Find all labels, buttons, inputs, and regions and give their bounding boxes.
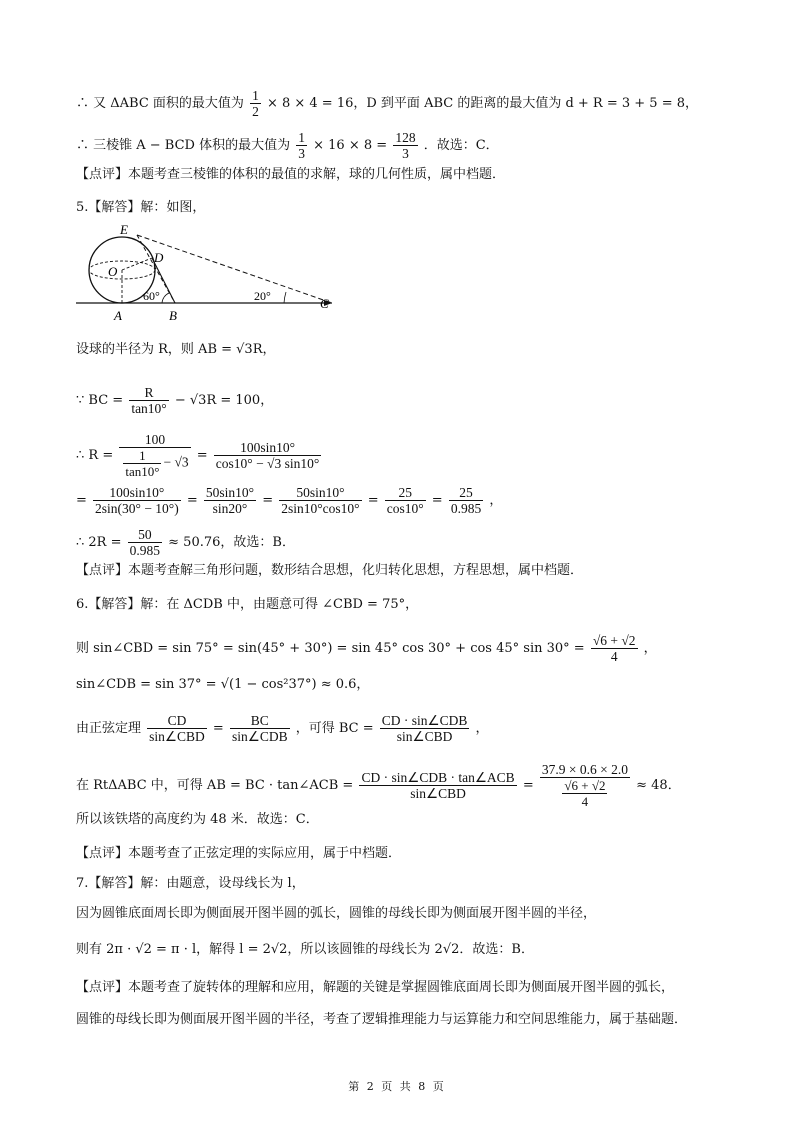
frac-num: √6 + √2: [564, 778, 606, 793]
text: ，可得 BC =: [295, 721, 374, 736]
answer-7-title: 7.【解答】解：由题意，设母线长为 l，: [76, 876, 305, 891]
answer-6-title: 6.【解答】解：在 ΔCDB 中，由题意可得 ∠CBD = 75°，: [76, 597, 419, 612]
label-E: E: [120, 222, 128, 237]
page-footer: 第 2 页 共 8 页: [348, 1080, 446, 1093]
label-O: O: [108, 264, 118, 279]
fraction-numeric: [540, 762, 630, 809]
text: − √3R = 100，: [174, 393, 274, 408]
frac-den: sin∠CBD: [396, 729, 453, 744]
frac-den: tan10°: [131, 401, 167, 416]
text: ．故选：C．: [423, 138, 499, 153]
frac-num: 25: [449, 485, 483, 501]
eq: =: [431, 493, 443, 508]
label-A: A: [114, 308, 122, 322]
line-area-max: [76, 88, 698, 119]
frac-num: 50: [128, 527, 162, 543]
fraction-50sin10-a: [204, 485, 256, 516]
text: ，: [475, 721, 489, 736]
frac-den: sin∠CBD: [149, 729, 205, 744]
frac-num: 100: [119, 432, 190, 448]
text: 由正弦定理: [76, 721, 142, 736]
frac-num: CD: [147, 713, 207, 729]
line-sinCBD: [76, 633, 657, 664]
frac-num: CD · sin∠CDB · tan∠ACB: [361, 770, 515, 785]
frac-num: 37.9 × 0.6 × 2.0: [541, 762, 628, 777]
fraction-big: [359, 770, 516, 801]
frac-den: sin20°: [212, 501, 248, 516]
answer-5-title: 5.【解答】解：如图，: [76, 200, 206, 215]
frac-den: sin∠CBD: [410, 786, 466, 801]
line-R-chain: = $\frac{100\sin 10^\circ}{2\sin(30^\circ - 10^\circ)}$ = $\frac{50\sin 10^\circ}{\sin 20^\circ}$ = $\frac{50\sin 10^\circ}{2\sin 10^\circ\cos 10^\circ}$ = $\frac{25}{\cos 10^\circ}$ = $\frac{25}{0.985}$ ，: [76, 485, 503, 516]
fraction-third: [296, 130, 307, 161]
angle-60-arc: [162, 293, 169, 303]
frac-den: cos10°: [386, 501, 424, 516]
label-C: C: [320, 296, 329, 311]
text: ∴ 三棱锥 A − BCD 体积的最大值为: [76, 138, 291, 153]
frac-den: 2sin(30° − 10°): [95, 501, 179, 516]
comment-6: 【点评】本题考查了正弦定理的实际应用，属于中档题．: [76, 846, 402, 861]
line-sine-law: [76, 713, 489, 744]
comment-5: 【点评】本题考查解三角形问题，数形结合思想，化归转化思想，方程思想，属中档题．: [76, 563, 584, 578]
sphere-diagram: [70, 222, 340, 322]
frac-num: 1: [252, 88, 259, 103]
text: =: [196, 448, 208, 463]
frac-num: 1: [123, 448, 161, 464]
text: =: [522, 778, 534, 793]
frac-den: 0.985: [450, 501, 482, 516]
frac-num: R: [129, 385, 168, 401]
fraction-sqrt6: [591, 633, 638, 664]
angle-20-arc: [284, 292, 286, 303]
conclusion-6: 所以该铁塔的高度约为 48 米．故选：C．: [76, 812, 319, 827]
frac-den: cos10° − √3 sin10°: [215, 456, 320, 471]
frac-den: 4: [581, 794, 589, 809]
fraction-25-cos: [385, 485, 426, 516]
comment-7a: 【点评】本题考查了旋转体的理解和应用，解题的关键是掌握圆锥底面周长即为侧面展开图半圆的弧长，: [76, 980, 675, 995]
frac-num: BC: [230, 713, 290, 729]
text: =: [212, 721, 224, 736]
fraction-25-985: [449, 485, 483, 516]
frac-den: 3: [402, 146, 409, 161]
line-AB: [76, 762, 681, 809]
fraction-CDsin: [380, 713, 470, 744]
frac-num: 128: [395, 130, 416, 145]
text: ∴ 又 ΔABC 面积的最大值为: [76, 96, 244, 111]
label-60: 60°: [143, 289, 160, 303]
text: ≈ 50.76，故选：B．: [168, 535, 295, 550]
frac-num: CD · sin∠CDB: [381, 713, 468, 728]
sqrt3-tail: − √3: [163, 454, 189, 470]
text: ∴ 2R =: [76, 535, 122, 550]
frac-den: [119, 448, 190, 479]
frac-num: 100sin10°: [93, 485, 181, 501]
text: 则 sin∠CBD = sin 75° = sin(45° + 30°) = sin 45° cos 30° + cos 45° sin 30° =: [76, 641, 585, 656]
frac-num: √6 + √2: [592, 633, 636, 648]
frac-num: 50sin10°: [279, 485, 361, 501]
text: =: [76, 493, 87, 508]
fraction-half: [250, 88, 261, 119]
fraction-50sin10-b: [279, 485, 361, 516]
fraction-100sin10-b: [93, 485, 181, 516]
text: × 8 × 4 = 16，D 到平面 ABC 的距离的最大值为 d + R = 3 + 5 = 8，: [266, 96, 699, 111]
text: 在 RtΔABC 中，可得 AB = BC · tan∠ACB =: [76, 778, 354, 793]
fraction-sqrt6-den: [562, 778, 607, 809]
text: ∵ BC =: [76, 393, 124, 408]
text: ，: [643, 641, 657, 656]
line-R: [76, 432, 323, 479]
line-volume-max: [76, 130, 499, 161]
fraction-CD: [147, 713, 207, 744]
frac-den: 2: [252, 104, 259, 119]
frac-den: 2sin10°cos10°: [281, 501, 360, 516]
label-D: D: [154, 250, 164, 265]
fraction-128: [393, 130, 417, 161]
radius-line: 设球的半径为 R，则 AB = √3R，: [76, 342, 276, 357]
label-20: 20°: [254, 289, 271, 303]
text: ∴ R =: [76, 448, 114, 463]
frac-den: [540, 778, 630, 809]
comment-3: 【点评】本题考查三棱锥的体积的最值的求解，球的几何性质，属中档题．: [76, 167, 506, 182]
line-7-equation: 则有 2π · √2 = π · l，解得 l = 2√2，所以该圆锥的母线长为 2√2．故选：B．: [76, 942, 534, 957]
frac-den: tan10°: [125, 464, 160, 479]
fraction-R-tan10: [129, 385, 168, 416]
frac-num: 25: [385, 485, 426, 501]
line-BC: [76, 385, 273, 416]
frac-num: 1: [298, 130, 305, 145]
eq: =: [262, 493, 274, 508]
fraction-100-complex: [119, 432, 190, 479]
line-sinCDB: sin∠CDB = sin 37° = √(1 − cos²37°) ≈ 0.6，: [76, 677, 370, 692]
label-B: B: [169, 308, 177, 322]
eq: =: [186, 493, 198, 508]
frac-num: 50sin10°: [205, 485, 255, 500]
fraction-50-985: [128, 527, 162, 558]
frac-num: 100sin10°: [214, 440, 321, 456]
comment-7b: 圆锥的母线长即为侧面展开图半圆的半径，考查了逻辑推理能力与运算能力和空间思维能力，属于基础题．: [76, 1012, 688, 1027]
line-EC: [137, 235, 332, 303]
text: ≈ 48．: [636, 778, 681, 793]
line-7-reason: 因为圆锥底面周长即为侧面展开图半圆的弧长，圆锥的母线长即为侧面展开图半圆的半径，: [76, 906, 597, 921]
eq: =: [367, 493, 379, 508]
fraction-BC: [230, 713, 290, 744]
line-2R: [76, 527, 295, 558]
frac-den: sin∠CDB: [231, 729, 288, 744]
fraction-100sin10-a: [214, 440, 321, 471]
frac-den: 3: [298, 146, 305, 161]
text: × 16 × 8 =: [313, 138, 388, 153]
frac-den: 4: [610, 649, 618, 664]
frac-den: 0.985: [129, 543, 161, 558]
fraction-1-tan10: [123, 448, 161, 479]
